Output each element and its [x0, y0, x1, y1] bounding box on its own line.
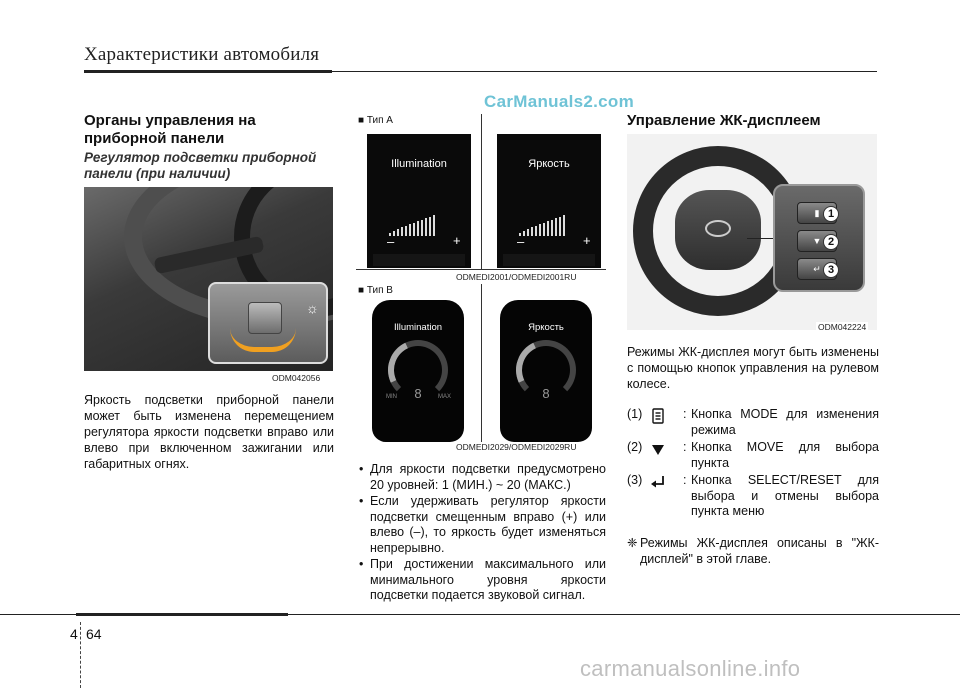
- definition-number: (1): [627, 407, 643, 421]
- move-down-triangle-icon: [649, 440, 667, 458]
- footer-divider: [80, 622, 81, 688]
- photo-caption-odm042056: ODM042056: [272, 373, 321, 383]
- screen-a-illumination: [367, 134, 471, 268]
- screen-b-illumination: [372, 300, 464, 442]
- callout-3: 3: [823, 262, 839, 278]
- definition-text: Кнопка SELECT/RESET для выбора и отмены выбора пункта меню: [691, 473, 879, 518]
- screen-b-yarkost: [500, 300, 592, 442]
- brightness-bars: [389, 214, 449, 236]
- mode-button-icon: [649, 407, 667, 425]
- page-header-title: Характеристики автомобиля: [84, 44, 320, 65]
- minus-sign: –: [517, 234, 525, 249]
- subsection-title-illumination-control: Регулятор подсветки приборной панели (при наличии): [84, 150, 317, 181]
- list-item: • При достижении максимального или минимального уровня яркости подсветки подается звуковой сигнал.: [356, 557, 606, 604]
- panel-divider: [481, 114, 482, 269]
- definition-number: (3): [627, 473, 643, 487]
- page-number: 64: [86, 626, 102, 642]
- brand-logo-icon: [705, 220, 731, 237]
- select-reset-enter-icon: [649, 473, 667, 491]
- panel-divider: [481, 284, 482, 446]
- section-title-instrument-controls: Органы управления на приборной панели: [84, 112, 256, 147]
- type-a-panel: [356, 114, 606, 270]
- max-label: MAX: [438, 394, 452, 400]
- illumination-control-photo: [84, 187, 333, 371]
- note-mark-icon: ❈: [627, 536, 638, 550]
- caption-type-b: ODMEDI2029/ODMEDI2029RU: [456, 442, 577, 452]
- definition-number: (2): [627, 440, 643, 454]
- screen-title: Illumination: [393, 322, 443, 333]
- screen-title: Яркость: [528, 158, 570, 170]
- faint-strip: [373, 254, 465, 266]
- screen-a-yarkost: [497, 134, 601, 268]
- plus-sign: +: [583, 233, 591, 248]
- brightness-bars: [519, 214, 579, 236]
- definition-text: Кнопка MOVE для выбора пункта: [691, 440, 879, 470]
- watermark-top: CarManuals2.com: [484, 92, 634, 111]
- gauge-value: 8: [414, 386, 422, 401]
- control-inset: [208, 282, 328, 364]
- definition-text: Кнопка MODE для изменения режима: [691, 407, 879, 437]
- header-rule: [84, 70, 332, 73]
- screen-title: Illumination: [391, 158, 447, 170]
- zoom-connector: [747, 238, 775, 239]
- chapter-number: 4: [70, 626, 78, 642]
- rotate-arrow-icon: [230, 328, 296, 352]
- illumination-bullets: [356, 462, 606, 605]
- steering-wheel-photo: [627, 134, 877, 330]
- select-reset-button: ↵: [797, 258, 837, 280]
- move-button: ▼: [797, 230, 837, 252]
- caption-type-a: ODMEDI2001/ODMEDI2001RU: [456, 272, 577, 282]
- lcd-body-text: Режимы ЖК-дисплея могут быть изменены с помощью кнопок управления на рулевом колесе.: [627, 345, 879, 391]
- section-title-lcd-control: Управление ЖК-дисплеем: [627, 112, 821, 129]
- button-zoom-inset: [773, 184, 865, 292]
- list-item: • Для яркости подсветки предусмотрено 20 уровней: 1 (МИН.) ~ 20 (МАКС.): [356, 462, 606, 493]
- watermark-bottom: carmanualsonline.info: [580, 656, 801, 681]
- footer-rule-thick: [76, 613, 288, 616]
- note-text: Режимы ЖК-дисплея описаны в "ЖК-дисплей" в этой главе.: [640, 536, 879, 566]
- list-item: • Если удерживать регулятор яркости подсветки смещенным вправо (+) или влево (–), то яркость будет изменяться непрерывно.: [356, 494, 606, 556]
- plus-sign: +: [453, 233, 461, 248]
- screen-title: Яркость: [528, 322, 564, 333]
- min-label: MIN: [386, 394, 397, 400]
- type-b-label: ■ Тип B: [358, 285, 393, 296]
- minus-sign: –: [387, 234, 395, 249]
- faint-strip: [503, 254, 595, 266]
- gauge-value: 8: [542, 386, 550, 401]
- illumination-body-text: Яркость подсветки приборной панели может быть изменена перемещением регулятора яркости подсветки вправо или влево при включенном зажигании или габаритных огнях.: [84, 393, 334, 471]
- photo-caption-odm042224: ODM042224: [818, 322, 867, 332]
- illumination-icon: ☼: [306, 300, 319, 316]
- callout-2: 2: [823, 234, 839, 250]
- mode-button: ▮: [797, 202, 837, 224]
- callout-1: 1: [823, 206, 839, 222]
- type-a-label: ■ Тип A: [358, 115, 393, 126]
- type-b-panel: [356, 284, 606, 446]
- header-rule-thin: [332, 71, 877, 72]
